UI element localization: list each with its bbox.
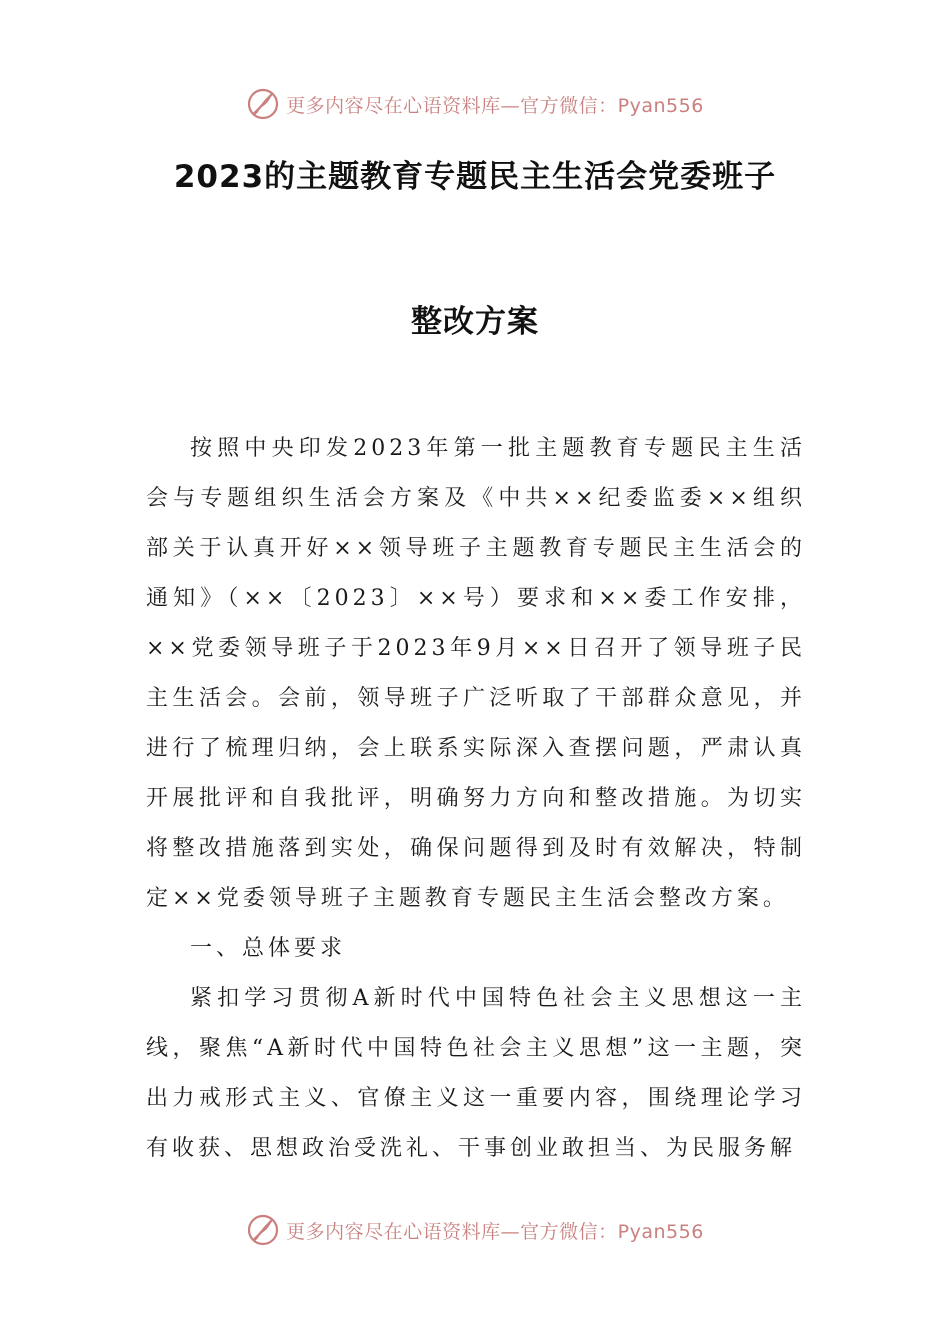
watermark-text: 更多内容尽在心语资料库—官方微信： [286, 1220, 618, 1243]
intro-paragraph: 按照中央印发2023年第一批主题教育专题民主生活会与专题组织生活会方案及《中共××纪委监委××组织部关于认真开好××领导班子主题教育专题民主生活会的通知》（××〔2023〕××号）要求和××委工作安排，××党委领导班子于2023年9月××日召开了领导班子民主生活会。会前，领导班子广泛听取了干部群众意见，并进行了梳理归纳，会上联系实际深入查摆问题，严肃认真开展批评和自我批评，明确努力方向和整改措施。为切实将整改措施落到实处，确保问题得到及时有效解决，特制定××党委领导班子主题教育专题民主生活会整改方案。 [146, 436, 806, 911]
section-paragraph-1: 紧扣学习贯彻A新时代中国特色社会主义思想这一主线，聚焦“A新时代中国特色社会主义思想”这一主题，突出力戒形式主义、官僚主义这一重要内容，围绕理论学习有收获、思想政治受洗礼、干事创业敢担当、为民服务解 [146, 986, 806, 1161]
document-title-line-1: 2023的主题教育专题民主生活会党委班子 [173, 159, 777, 195]
section-heading-1: 一、总体要求 [190, 936, 347, 961]
quill-logo-icon [246, 1213, 280, 1247]
header-watermark [0, 82, 950, 126]
quill-logo-icon [246, 87, 280, 121]
footer-watermark [0, 1208, 950, 1252]
document-body [146, 424, 806, 1174]
watermark-handle: Pyan556 [617, 94, 704, 117]
watermark-handle: Pyan556 [617, 1220, 704, 1243]
watermark-text: 更多内容尽在心语资料库—官方微信： [286, 94, 618, 117]
document-title-line-2: 整改方案 [411, 304, 539, 340]
